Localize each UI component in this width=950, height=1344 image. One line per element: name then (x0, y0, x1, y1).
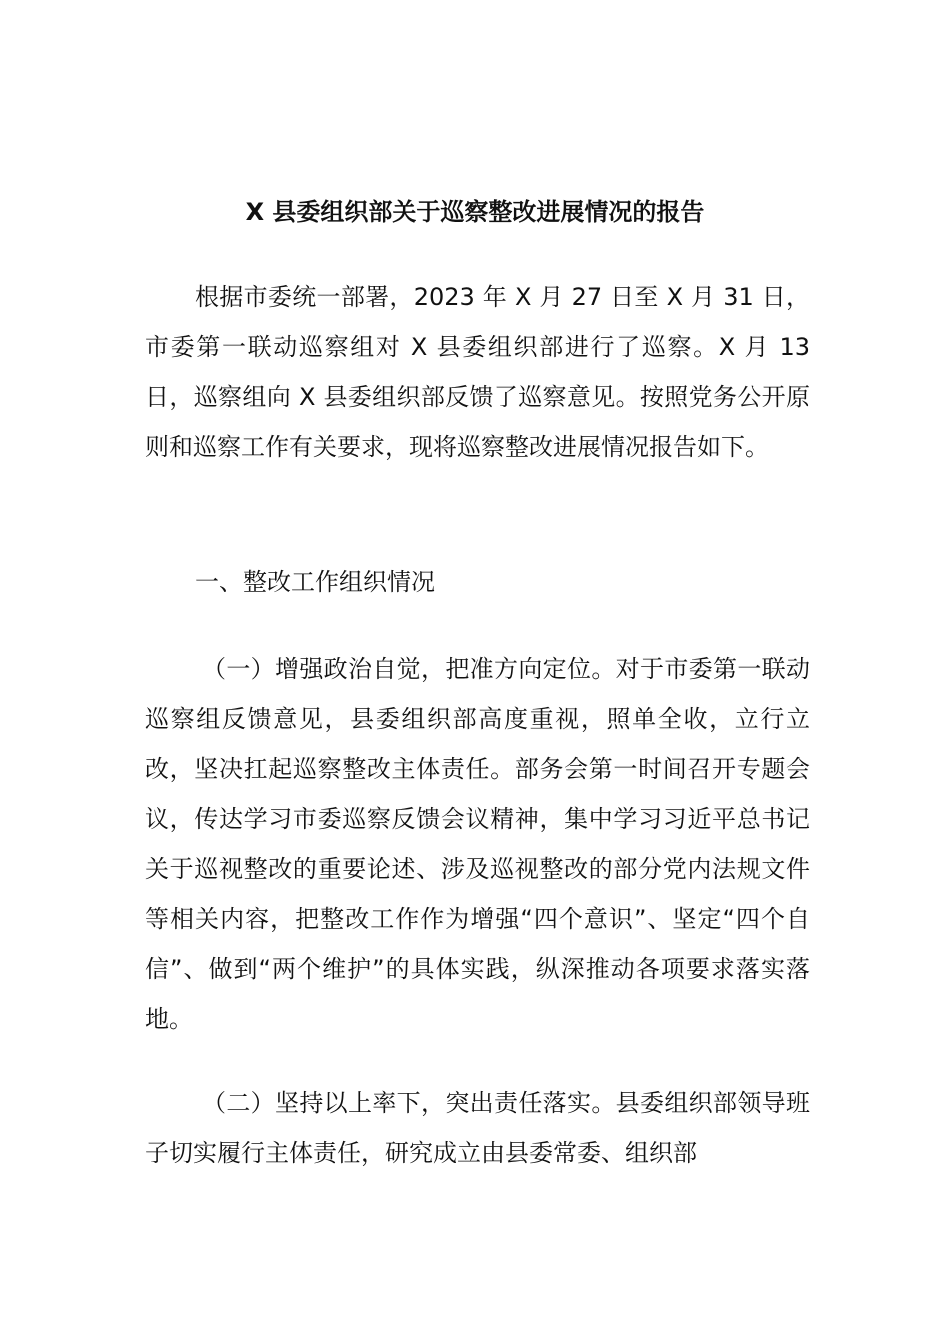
section-heading: 一、整改工作组织情况 (195, 568, 435, 596)
item-2-paragraph: （二）坚持以上率下，突出责任落实。县委组织部领导班子切实履行主体责任，研究成立由县委常委、组织部 (145, 1089, 810, 1167)
document-title: X 县委组织部关于巡察整改进展情况的报告 (245, 198, 705, 226)
intro-paragraph: 根据市委统一部署，2023 年 X 月 27 日至 X 月 31 日，市委第一联动巡察组对 X 县委组织部进行了巡察。X 月 13 日，巡察组向 X 县委组织部反馈了巡察意见。按照党务公开原则和巡察工作有关要求，现将巡察整改进展情况报告如下。 (145, 283, 810, 461)
item-1-paragraph: （一）增强政治自觉，把准方向定位。对于市委第一联动巡察组反馈意见，县委组织部高度重视，照单全收，立行立改，坚决扛起巡察整改主体责任。部务会第一时间召开专题会议，传达学习市委巡察反馈会议精神，集中学习习近平总书记关于巡视整改的重要论述、涉及巡视整改的部分党内法规文件等相关内容，把整改工作作为增强“四个意识”、坚定“四个自信”、做到“两个维护”的具体实践，纵深推动各项要求落实落地。 (145, 655, 810, 1033)
